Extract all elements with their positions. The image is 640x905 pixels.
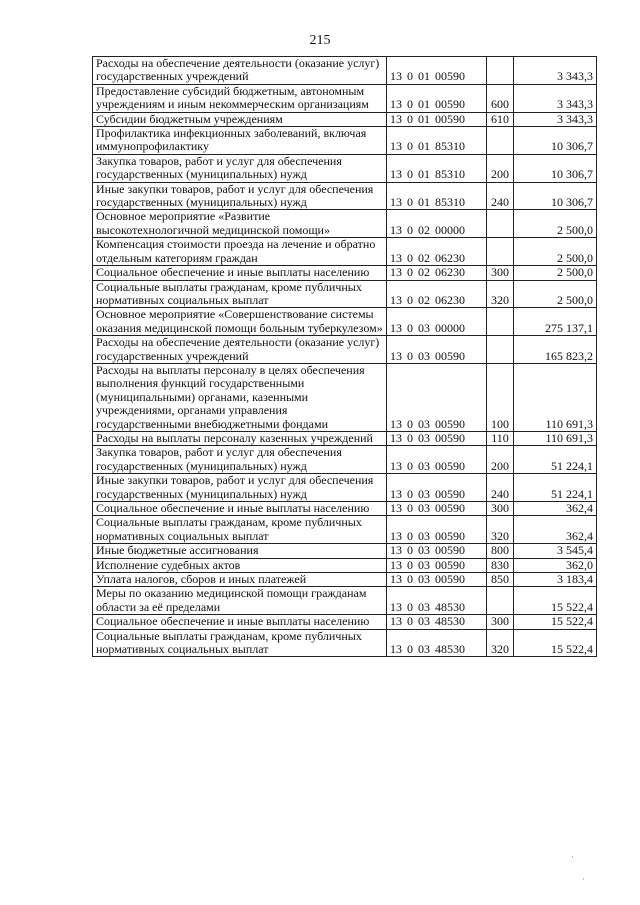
- table-row: [93, 516, 597, 544]
- table-row: [93, 84, 597, 112]
- target-code-cell: 13 0 03 48530: [387, 587, 487, 615]
- expense-type-cell: 300: [487, 266, 514, 280]
- amount-cell: 3 343,3: [514, 112, 597, 126]
- scan-mark: ·: [571, 852, 574, 862]
- expense-name-cell: Социальные выплаты гражданам, кроме публичных нормативных социальных выплат: [93, 516, 387, 544]
- expense-type-cell: 200: [487, 154, 514, 182]
- expense-name-cell: Иные закупки товаров, работ и услуг для обеспечения государственных (муниципальных) нужд: [93, 182, 387, 210]
- expense-name-cell: Социальное обеспечение и иные выплаты населению: [93, 502, 387, 516]
- amount-cell: 362,0: [514, 558, 597, 572]
- expense-name-cell: Расходы на обеспечение деятельности (оказание услуг) государственных учреждений: [93, 57, 387, 85]
- expense-name-cell: Основное мероприятие «Развитие высокотехнологичной медицинской помощи»: [93, 210, 387, 238]
- target-code-cell: 13 0 01 00590: [387, 57, 487, 85]
- target-code-cell: 13 0 03 00590: [387, 502, 487, 516]
- expense-name-cell: Расходы на выплаты персоналу казенных учреждений: [93, 431, 387, 445]
- expense-type-cell: 850: [487, 573, 514, 587]
- table-row: [93, 558, 597, 572]
- expense-type-cell: 240: [487, 182, 514, 210]
- expense-name-cell: Закупка товаров, работ и услуг для обеспечения государственных (муниципальных) нужд: [93, 154, 387, 182]
- table-row: [93, 210, 597, 238]
- expense-type-cell: 110: [487, 431, 514, 445]
- table-row: [93, 238, 597, 266]
- budget-table: [92, 56, 597, 657]
- table-row: [93, 587, 597, 615]
- expense-type-cell: [487, 238, 514, 266]
- target-code-cell: 13 0 03 00590: [387, 573, 487, 587]
- expense-name-cell: Расходы на обеспечение деятельности (оказание услуг) государственных учреждений: [93, 336, 387, 364]
- table-row: [93, 266, 597, 280]
- target-code-cell: 13 0 03 00590: [387, 446, 487, 474]
- table-row: [93, 182, 597, 210]
- table-row: [93, 336, 597, 364]
- amount-cell: 15 522,4: [514, 615, 597, 629]
- expense-type-cell: 830: [487, 558, 514, 572]
- target-code-cell: 13 0 01 00590: [387, 112, 487, 126]
- expense-type-cell: 200: [487, 446, 514, 474]
- target-code-cell: 13 0 02 06230: [387, 238, 487, 266]
- table-row: [93, 629, 597, 657]
- amount-cell: 51 224,1: [514, 474, 597, 502]
- table-row: [93, 502, 597, 516]
- expense-type-cell: [487, 127, 514, 155]
- expense-type-cell: [487, 308, 514, 336]
- target-code-cell: 13 0 03 00590: [387, 474, 487, 502]
- table-row: [93, 154, 597, 182]
- target-code-cell: 13 0 02 06230: [387, 280, 487, 308]
- expense-name-cell: Компенсация стоимости проезда на лечение и обратно отдельным категориям граждан: [93, 238, 387, 266]
- expense-name-cell: Предоставление субсидий бюджетным, автономным учреждениям и иным некоммерческим организациям: [93, 84, 387, 112]
- table-row: [93, 308, 597, 336]
- table-row: [93, 431, 597, 445]
- amount-cell: 10 306,7: [514, 127, 597, 155]
- amount-cell: 10 306,7: [514, 154, 597, 182]
- table-row: [93, 57, 597, 85]
- expense-name-cell: Иные закупки товаров, работ и услуг для обеспечения государственных (муниципальных) нужд: [93, 474, 387, 502]
- table-row: [93, 127, 597, 155]
- target-code-cell: 13 0 03 48530: [387, 629, 487, 657]
- expense-name-cell: Социальное обеспечение и иные выплаты населению: [93, 266, 387, 280]
- target-code-cell: 13 0 01 85310: [387, 127, 487, 155]
- expense-name-cell: Основное мероприятие «Совершенствование системы оказания медицинской помощи больным туберкулезом»: [93, 308, 387, 336]
- expense-type-cell: 100: [487, 363, 514, 431]
- target-code-cell: 13 0 03 48530: [387, 615, 487, 629]
- expense-name-cell: Уплата налогов, сборов и иных платежей: [93, 573, 387, 587]
- table-row: [93, 474, 597, 502]
- amount-cell: 110 691,3: [514, 431, 597, 445]
- target-code-cell: 13 0 01 00590: [387, 84, 487, 112]
- amount-cell: 51 224,1: [514, 446, 597, 474]
- expense-name-cell: Иные бюджетные ассигнования: [93, 544, 387, 558]
- target-code-cell: 13 0 03 00590: [387, 363, 487, 431]
- amount-cell: 15 522,4: [514, 629, 597, 657]
- table-row: [93, 446, 597, 474]
- amount-cell: 3 343,3: [514, 57, 597, 85]
- target-code-cell: 13 0 01 85310: [387, 182, 487, 210]
- expense-type-cell: 240: [487, 474, 514, 502]
- expense-type-cell: 300: [487, 615, 514, 629]
- expense-type-cell: 300: [487, 502, 514, 516]
- expense-name-cell: Закупка товаров, работ и услуг для обеспечения государственных (муниципальных) нужд: [93, 446, 387, 474]
- amount-cell: 10 306,7: [514, 182, 597, 210]
- expense-name-cell: Социальные выплаты гражданам, кроме публичных нормативных социальных выплат: [93, 629, 387, 657]
- target-code-cell: 13 0 02 06230: [387, 266, 487, 280]
- table-row: [93, 280, 597, 308]
- expense-name-cell: Социальные выплаты гражданам, кроме публичных нормативных социальных выплат: [93, 280, 387, 308]
- amount-cell: 2 500,0: [514, 266, 597, 280]
- expense-name-cell: Меры по оказанию медицинской помощи гражданам области за её пределами: [93, 587, 387, 615]
- amount-cell: 3 343,3: [514, 84, 597, 112]
- amount-cell: 2 500,0: [514, 280, 597, 308]
- target-code-cell: 13 0 03 00590: [387, 516, 487, 544]
- amount-cell: 362,4: [514, 502, 597, 516]
- expense-type-cell: 320: [487, 516, 514, 544]
- amount-cell: 165 823,2: [514, 336, 597, 364]
- table-row: [93, 573, 597, 587]
- expense-name-cell: Исполнение судебных актов: [93, 558, 387, 572]
- expense-type-cell: 800: [487, 544, 514, 558]
- amount-cell: 275 137,1: [514, 308, 597, 336]
- amount-cell: 110 691,3: [514, 363, 597, 431]
- expense-type-cell: 320: [487, 629, 514, 657]
- target-code-cell: 13 0 03 00590: [387, 558, 487, 572]
- target-code-cell: 13 0 02 00000: [387, 210, 487, 238]
- amount-cell: 2 500,0: [514, 210, 597, 238]
- expense-name-cell: Социальное обеспечение и иные выплаты населению: [93, 615, 387, 629]
- amount-cell: 3 183,4: [514, 573, 597, 587]
- expense-name-cell: Расходы на выплаты персоналу в целях обеспечения выполнения функций государственными (муниципальными) органами, казенными учреждениями, органами управления государственными внебюджетными фондами: [93, 363, 387, 431]
- table-row: [93, 544, 597, 558]
- scan-mark: ·: [582, 874, 585, 884]
- expense-type-cell: [487, 587, 514, 615]
- target-code-cell: 13 0 01 85310: [387, 154, 487, 182]
- expense-name-cell: Профилактика инфекционных заболеваний, включая иммунопрофилактику: [93, 127, 387, 155]
- target-code-cell: 13 0 03 00000: [387, 308, 487, 336]
- table-row: [93, 615, 597, 629]
- budget-table-body: [93, 57, 597, 657]
- expense-type-cell: 610: [487, 112, 514, 126]
- expense-type-cell: 600: [487, 84, 514, 112]
- target-code-cell: 13 0 03 00590: [387, 431, 487, 445]
- expense-type-cell: 320: [487, 280, 514, 308]
- expense-type-cell: [487, 210, 514, 238]
- expense-type-cell: [487, 336, 514, 364]
- target-code-cell: 13 0 03 00590: [387, 336, 487, 364]
- amount-cell: 2 500,0: [514, 238, 597, 266]
- table-row: [93, 363, 597, 431]
- table-row: [93, 112, 597, 126]
- amount-cell: 15 522,4: [514, 587, 597, 615]
- amount-cell: 3 545,4: [514, 544, 597, 558]
- expense-name-cell: Субсидии бюджетным учреждениям: [93, 112, 387, 126]
- page-number: 215: [309, 33, 331, 48]
- expense-type-cell: [487, 57, 514, 85]
- amount-cell: 362,4: [514, 516, 597, 544]
- target-code-cell: 13 0 03 00590: [387, 544, 487, 558]
